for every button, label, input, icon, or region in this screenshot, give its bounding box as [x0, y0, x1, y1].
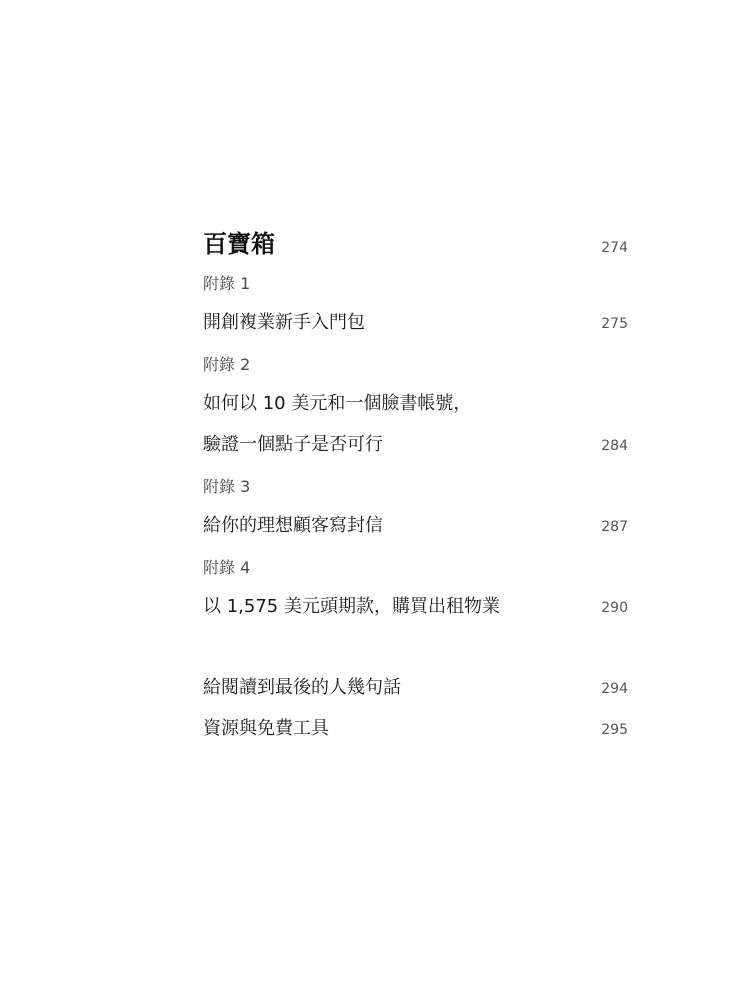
- toc-entry-resources-tools[interactable]: [203, 708, 628, 738]
- entry-title: 以 1,575 美元頭期款，購買出租物業: [203, 596, 500, 617]
- toc-entry-closing-words[interactable]: [203, 667, 628, 697]
- page-number: 295: [601, 722, 628, 738]
- toc-entry-validate-idea-line2[interactable]: [203, 424, 628, 454]
- page-number: 290: [601, 600, 628, 616]
- entry-title: 驗證一個點子是否可行: [203, 434, 383, 455]
- toc-entry-rental-property[interactable]: [203, 586, 628, 616]
- appendix-label-4: [203, 546, 628, 576]
- appendix-label-1: [203, 262, 628, 292]
- page-number: 294: [601, 681, 628, 697]
- page-number: 275: [601, 316, 628, 332]
- appendix-label: 附錄 1: [203, 274, 251, 293]
- entry-title: 給你的理想顧客寫封信: [203, 515, 383, 536]
- entry-title: 資源與免費工具: [203, 718, 329, 739]
- entry-title: 給閱讀到最後的人幾句話: [203, 677, 401, 698]
- toc-entry-validate-idea-line1[interactable]: [203, 383, 628, 413]
- entry-title: 開創複業新手入門包: [203, 312, 365, 333]
- appendix-label-2: [203, 343, 628, 373]
- section-title: 百寶箱: [203, 230, 275, 258]
- page-number: 287: [601, 519, 628, 535]
- appendix-label: 附錄 4: [203, 558, 251, 577]
- toc-entry-ideal-customer-letter[interactable]: [203, 505, 628, 535]
- entry-title: 如何以 10 美元和一個臉書帳號，: [203, 393, 472, 414]
- appendix-label: 附錄 2: [203, 355, 251, 374]
- appendix-label-3: [203, 465, 628, 495]
- section-page-number: 274: [601, 240, 628, 256]
- page-number: 284: [601, 438, 628, 454]
- appendix-label: 附錄 3: [203, 477, 251, 496]
- toc-entry-starter-pack[interactable]: [203, 302, 628, 332]
- section-heading-row: [203, 226, 628, 256]
